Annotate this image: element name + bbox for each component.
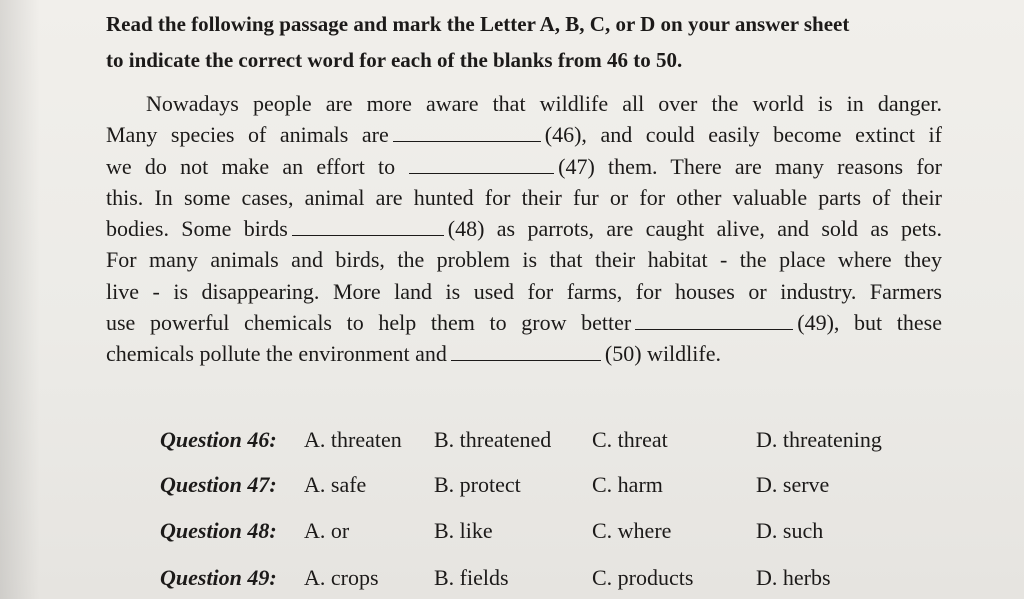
passage-text: (50) wildlife. — [604, 341, 721, 367]
passage-text: (46), and could easily become extinct if — [544, 122, 942, 148]
question-46 — [160, 420, 960, 460]
passage — [106, 88, 942, 370]
option-a: A. crops — [304, 565, 379, 590]
option-c: C. where — [592, 518, 672, 543]
blank-49 — [635, 315, 793, 330]
option-c: C. threat — [592, 427, 668, 452]
passage-line-8 — [106, 307, 942, 338]
question-label: Question 49: — [160, 565, 277, 590]
passage-line-1: Nowadays people are more aware that wildlife all over the world is in danger. — [146, 91, 942, 116]
question-47 — [160, 465, 960, 505]
blank-48 — [292, 221, 444, 236]
option-d: D. herbs — [756, 565, 831, 590]
option-d: D. threatening — [756, 427, 882, 452]
question-label: Question 46: — [160, 427, 277, 452]
passage-line-9 — [106, 338, 942, 369]
page-gutter-shadow — [0, 0, 40, 599]
passage-text: use powerful chemicals to help them to grow better — [106, 310, 632, 336]
passage-text: we do not make an effort to — [106, 153, 396, 179]
instructions-line-2: to indicate the correct word for each of the blanks from 46 to 50. — [106, 48, 683, 72]
blank-46 — [393, 127, 541, 142]
question-label: Question 47: — [160, 472, 277, 497]
passage-text: bodies. Some birds — [106, 216, 288, 242]
option-c: C. harm — [592, 472, 663, 497]
passage-text: (47) them. There are many reasons for — [558, 153, 942, 179]
question-label: Question 48: — [160, 518, 277, 543]
passage-text: Many species of animals are — [106, 122, 389, 148]
option-d: D. such — [756, 518, 824, 543]
question-48 — [160, 511, 960, 551]
passage-text: (48) as parrots, are caught alive, and sold as pets. — [447, 216, 942, 242]
option-d: D. serve — [756, 472, 830, 497]
option-c: C. products — [592, 565, 694, 590]
option-b: B. threatened — [434, 427, 552, 452]
instructions — [106, 6, 966, 78]
passage-text: (49), but these — [797, 310, 943, 336]
passage-line-2 — [106, 119, 942, 150]
passage-text: chemicals pollute the environment and — [106, 341, 447, 367]
blank-50 — [451, 346, 601, 361]
option-b: B. fields — [434, 565, 509, 590]
instructions-line-1: Read the following passage and mark the Letter A, B, C, or D on your answer sheet — [106, 12, 850, 36]
passage-line-4: this. In some cases, animal are hunted for their fur or for other valuable parts of their — [106, 184, 942, 210]
passage-line-6: For many animals and birds, the problem is that their habitat - the place where they — [106, 247, 942, 273]
passage-line-3 — [106, 151, 942, 182]
question-49 — [160, 558, 960, 598]
option-a: A. threaten — [304, 427, 402, 452]
option-a: A. or — [304, 518, 350, 543]
blank-47 — [409, 159, 554, 174]
passage-line-7: live - is disappearing. More land is used for farms, for houses or industry. Farmers — [106, 278, 942, 304]
option-a: A. safe — [304, 472, 367, 497]
option-b: B. protect — [434, 472, 521, 497]
passage-line-5 — [106, 213, 942, 244]
option-b: B. like — [434, 518, 493, 543]
